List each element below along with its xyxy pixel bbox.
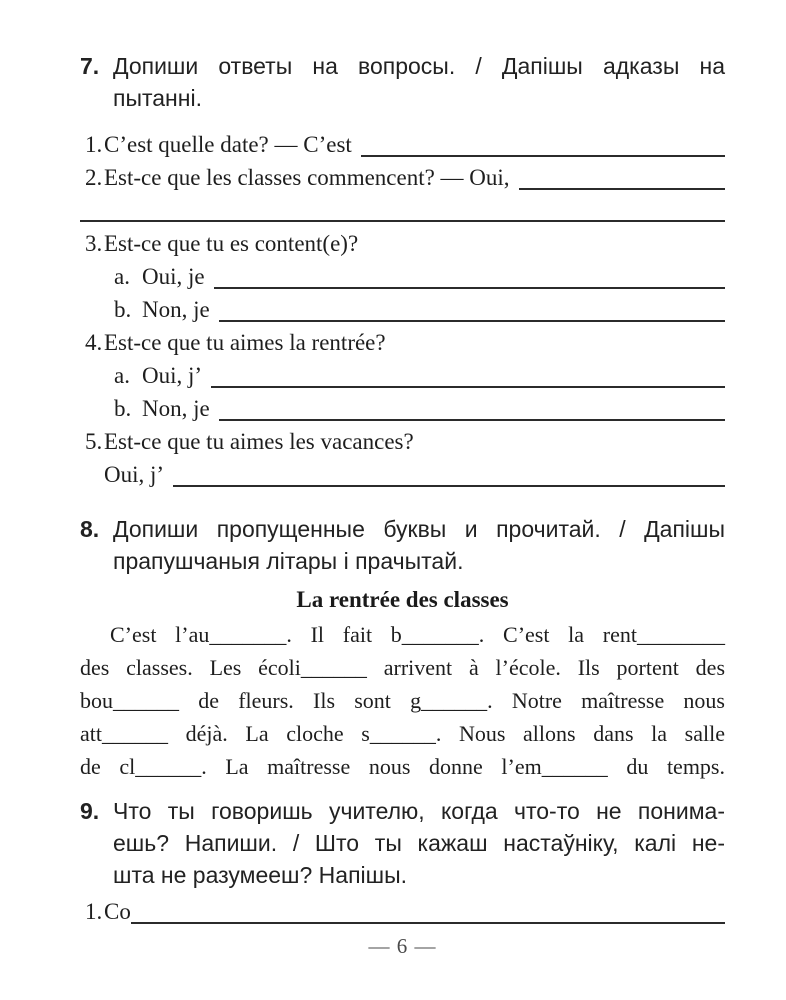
question-number: 5. (85, 429, 103, 454)
instruction-line: пытанні. (113, 85, 202, 111)
question-item-1 (85, 128, 725, 161)
exercise-9-instruction (113, 795, 725, 891)
question-text: Est-ce que tu aimes la rentrée? (104, 330, 386, 355)
story-line: des classes. Les écoli______ arrivent à l’école. Ils portent des (80, 655, 725, 680)
answer-blank[interactable] (219, 320, 725, 322)
answer-continuation-line[interactable] (80, 194, 725, 222)
story-title: La rentrée des classes (296, 587, 509, 612)
sub-answer-text: Oui, j’ (142, 363, 203, 388)
sub-answer-label: b. (114, 396, 132, 421)
question-number: 2. (85, 165, 103, 190)
question-number: 1. (85, 132, 103, 157)
question-item-4 (85, 326, 725, 359)
instruction-line: Допиши пропущенные буквы и прочитай. / Дапішы (113, 516, 725, 542)
story-paragraph (80, 618, 725, 783)
instruction-line: Допиши ответы на вопросы. / Дапішы адказы на (113, 53, 725, 79)
answer-blank[interactable] (519, 188, 725, 190)
answer-item-5 (104, 458, 725, 491)
sub-answer-text: Non, je (142, 396, 210, 421)
exercise-7-questions (80, 128, 725, 491)
sub-answer-text: Oui, je (142, 264, 205, 289)
sub-answer-item-4b (114, 392, 725, 425)
question-text: Co (104, 899, 131, 924)
instruction-line: прапушчаныя літары і прачытай. (113, 548, 464, 574)
question-number: 3. (85, 231, 103, 256)
question-number: 4. (85, 330, 103, 355)
exercise-9-heading (80, 795, 725, 891)
answer-blank[interactable] (214, 287, 725, 289)
question-text: Est-ce que tu aimes les vacances? (104, 429, 414, 454)
answer-blank[interactable] (131, 922, 725, 924)
question-item-5 (85, 425, 725, 458)
sub-answer-text: Non, je (142, 297, 210, 322)
instruction-line: шта не разумееш? Напішы. (113, 862, 408, 888)
exercise-8 (80, 513, 725, 783)
answer-blank[interactable] (211, 386, 725, 388)
question-text: C’est quelle date? — C’est (104, 132, 352, 157)
story-line: C’est l’au_______. Il fait b_______. C’est la rent________ (110, 622, 725, 647)
story-line: bou______ de fleurs. Ils sont g______. Notre maîtresse nous (80, 688, 725, 713)
answer-blank[interactable] (173, 485, 725, 487)
exercise-7-instruction (113, 50, 725, 114)
sub-answer-item-4a (114, 359, 725, 392)
question-text: Est-ce que tu es content(e)? (104, 231, 359, 256)
exercise-7-number: 7. (80, 53, 100, 79)
question-item-1 (85, 895, 725, 928)
exercise-9 (80, 795, 725, 928)
story-line: att______ déjà. La cloche s______. Nous allons dans la salle (80, 721, 725, 746)
sub-answer-text: Oui, j’ (104, 462, 165, 487)
instruction-line: Что ты говоришь учителю, когда что-то не понима- (113, 798, 725, 824)
instruction-line: ешь? Напиши. / Што ты кажаш настаўніку, калі не- (113, 830, 725, 856)
exercise-8-number: 8. (80, 516, 100, 542)
sub-answer-item-3a (114, 260, 725, 293)
sub-answer-label: b. (114, 297, 132, 322)
question-item-2 (85, 161, 725, 194)
question-item-3 (85, 227, 725, 260)
question-number: 1. (85, 899, 103, 924)
exercise-7-heading (80, 50, 725, 114)
exercise-7 (80, 50, 725, 491)
sub-answer-item-3b (114, 293, 725, 326)
answer-blank[interactable] (361, 155, 725, 157)
exercise-9-number: 9. (80, 798, 100, 824)
page-footer (80, 931, 725, 961)
answer-blank[interactable] (219, 419, 725, 421)
sub-answer-label: a. (114, 264, 130, 289)
story-line: de cl______. La maîtresse nous donne l’em______ du temps. (80, 754, 725, 779)
exercise-8-instruction (113, 513, 725, 577)
page-number: — 6 — (368, 934, 437, 958)
question-text: Est-ce que les classes commencent? — Oui, (104, 165, 510, 190)
sub-answer-label: a. (114, 363, 130, 388)
exercise-8-heading (80, 513, 725, 577)
